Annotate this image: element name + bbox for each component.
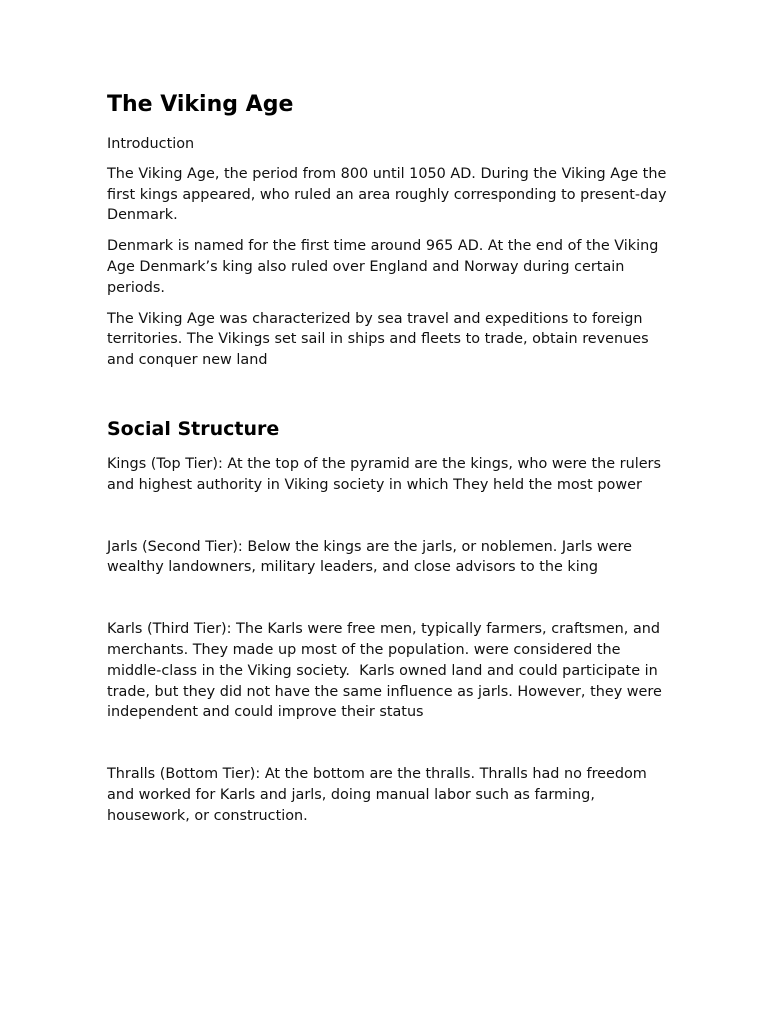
tier-karls-paragraph: Karls (Third Tier): The Karls were free men, typically farmers, craftsmen, and merchants. They made up most of the population. were considered the middle-class in the Viking society. Karls owned land and could participate in trade, but they did not have the same influence as jarls. However, they were independent and could improve their status (107, 621, 667, 721)
intro-paragraph: The Viking Age was characterized by sea travel and expeditions to foreign territories. The Vikings set sail in ships and fleets to trade, obtain revenues and conquer new land (107, 310, 654, 369)
social-structure-heading: Social Structure (107, 417, 280, 440)
tier-spacer (107, 733, 667, 764)
tier-spacer (107, 588, 667, 619)
tier-kings-paragraph: Kings (Top Tier): At the top of the pyramid are the kings, who were the rulers and highest authority in Viking society in which They held the most power (107, 455, 666, 493)
introduction-label: Introduction (107, 136, 195, 152)
intro-paragraph: Denmark is named for the first time around 965 AD. At the end of the Viking Age Denmark’s king also ruled over England and Norway during certain periods. (107, 238, 663, 296)
document-title: The Viking Age (107, 92, 294, 117)
tier-spacer (107, 506, 667, 537)
intro-paragraph: The Viking Age, the period from 800 until 1050 AD. During the Viking Age the first kings appeared, who ruled an area roughly corresponding to present-day Denmark. (107, 165, 672, 224)
section-spacer (107, 381, 667, 414)
document-page (107, 88, 672, 837)
tier-thralls-paragraph: Thralls (Bottom Tier): At the bottom are the thralls. Thralls had no freedom and worked for Karls and jarls, doing manual labor such as farming, housework, or construction. (107, 766, 652, 824)
tier-jarls-paragraph: Jarls (Second Tier): Below the kings are the jarls, or noblemen. Jarls were wealthy landowners, military leaders, and close advisors to the king (107, 538, 637, 576)
